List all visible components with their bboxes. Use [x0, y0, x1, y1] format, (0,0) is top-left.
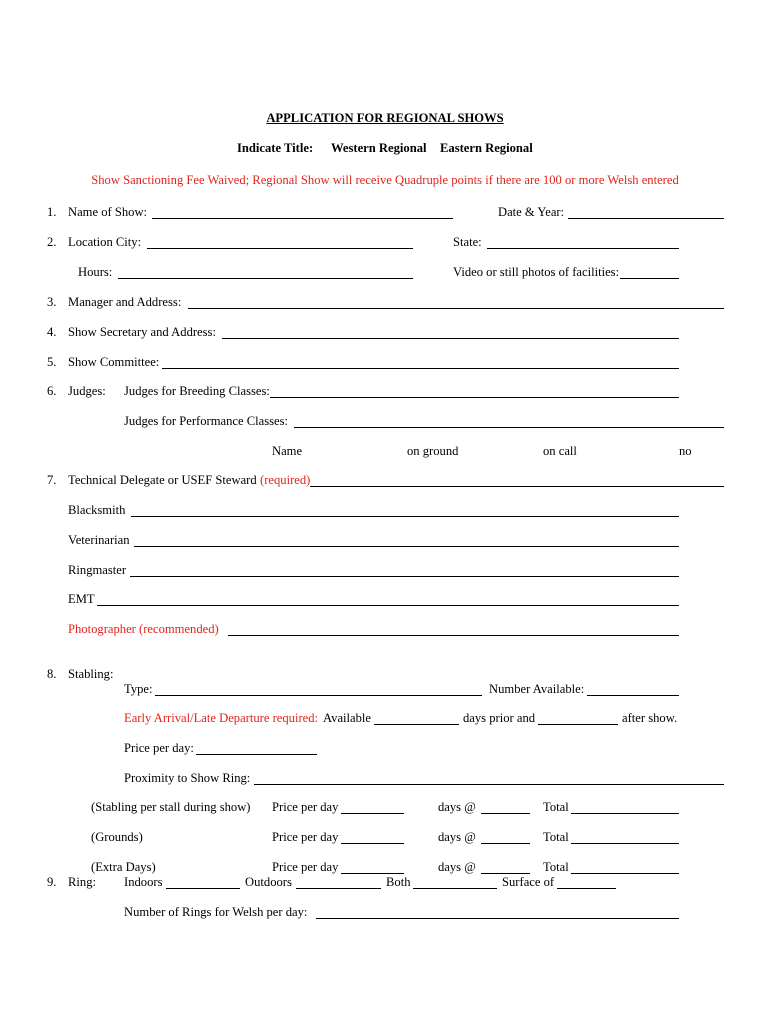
- ringmaster-field[interactable]: [130, 562, 679, 577]
- judges-label: Judges:: [68, 384, 106, 398]
- hours-field[interactable]: [118, 264, 413, 279]
- photographer-label: Photographer (recommended): [68, 622, 219, 636]
- number-available-field[interactable]: [587, 681, 679, 696]
- date-year-label: Date & Year:: [498, 205, 565, 219]
- number-available-label: Number Available:: [489, 682, 585, 696]
- facility-photos-field[interactable]: [620, 264, 679, 279]
- stabling-type-label: Type:: [124, 682, 153, 696]
- fee-waived-notice: Show Sanctioning Fee Waived; Regional Show will receive Quadruple points if there are 100 or more Welsh entered: [91, 173, 679, 187]
- manager-address-label: Manager and Address:: [68, 295, 182, 309]
- western-regional-option[interactable]: Western Regional: [331, 141, 427, 155]
- early-price-per-day-label: Price per day:: [124, 741, 194, 755]
- column-header-on-call: on call: [543, 444, 577, 458]
- days-at-label: days @: [438, 800, 476, 814]
- item-number: 7.: [47, 473, 57, 487]
- state-label: State:: [453, 235, 482, 249]
- name-of-show-label: Name of Show:: [68, 205, 148, 219]
- price-per-day-label: Price per day: [272, 830, 339, 844]
- technical-delegate-label: Technical Delegate or USEF Steward: [68, 473, 257, 487]
- item-number: 8.: [47, 667, 57, 681]
- state-field[interactable]: [487, 234, 679, 249]
- available-label: Available: [323, 711, 372, 725]
- stabling-type-field[interactable]: [155, 681, 482, 696]
- veterinarian-label: Veterinarian: [68, 533, 130, 547]
- item-number: 4.: [47, 325, 57, 339]
- surface-label: Surface of: [502, 875, 555, 889]
- price-per-day-label: Price per day: [272, 800, 339, 814]
- breeding-judges-label: Judges for Breeding Classes:: [124, 384, 270, 398]
- performance-judges-field[interactable]: [294, 413, 724, 428]
- grounds-fee-row-label: (Grounds): [91, 830, 143, 844]
- column-header-name: Name: [272, 444, 303, 458]
- ring-label: Ring:: [68, 875, 96, 889]
- after-show-label: after show.: [622, 711, 678, 725]
- surface-field[interactable]: [557, 874, 616, 889]
- facility-photos-label: Video or still photos of facilities:: [453, 265, 620, 279]
- outdoors-field[interactable]: [296, 874, 381, 889]
- stall-fee-row-label: (Stabling per stall during show): [91, 800, 251, 814]
- date-year-field[interactable]: [568, 204, 724, 219]
- eastern-regional-option[interactable]: Eastern Regional: [440, 141, 533, 155]
- grounds-days-field[interactable]: [481, 829, 530, 844]
- required-note: (required): [260, 473, 311, 487]
- stall-total-field[interactable]: [571, 799, 679, 814]
- blacksmith-label: Blacksmith: [68, 503, 126, 517]
- extra-days-total-field[interactable]: [571, 859, 679, 874]
- grounds-total-field[interactable]: [571, 829, 679, 844]
- indoors-label: Indoors: [124, 875, 163, 889]
- days-at-label: days @: [438, 860, 476, 874]
- show-committee-label: Show Committee:: [68, 355, 160, 369]
- column-header-on-ground: on ground: [407, 444, 459, 458]
- manager-address-field[interactable]: [188, 294, 724, 309]
- proximity-label: Proximity to Show Ring:: [124, 771, 251, 785]
- grounds-price-field[interactable]: [341, 829, 404, 844]
- early-price-per-day-field[interactable]: [196, 740, 317, 755]
- item-number: 1.: [47, 205, 57, 219]
- total-label: Total: [543, 800, 569, 814]
- total-label: Total: [543, 860, 569, 874]
- stall-days-field[interactable]: [481, 799, 530, 814]
- stall-price-field[interactable]: [341, 799, 404, 814]
- extra-days-price-field[interactable]: [341, 859, 404, 874]
- performance-judges-label: Judges for Performance Classes:: [124, 414, 289, 428]
- name-of-show-field[interactable]: [152, 204, 453, 219]
- ringmaster-label: Ringmaster: [68, 563, 127, 577]
- form-title: APPLICATION FOR REGIONAL SHOWS: [266, 111, 504, 125]
- location-city-field[interactable]: [147, 234, 413, 249]
- item-number: 9.: [47, 875, 57, 889]
- days-at-label: days @: [438, 830, 476, 844]
- item-number: 2.: [47, 235, 57, 249]
- item-number: 5.: [47, 355, 57, 369]
- blacksmith-field[interactable]: [131, 502, 679, 517]
- technical-delegate-field[interactable]: [310, 472, 724, 487]
- breeding-judges-field[interactable]: [270, 383, 679, 398]
- indicate-title-label: Indicate Title:: [237, 141, 314, 155]
- item-number: 6.: [47, 384, 57, 398]
- days-after-field[interactable]: [538, 710, 618, 725]
- days-prior-field[interactable]: [374, 710, 459, 725]
- indoors-field[interactable]: [166, 874, 240, 889]
- location-city-label: Location City:: [68, 235, 142, 249]
- show-secretary-field[interactable]: [222, 324, 679, 339]
- show-secretary-label: Show Secretary and Address:: [68, 325, 216, 339]
- total-label: Total: [543, 830, 569, 844]
- extra-days-days-field[interactable]: [481, 859, 530, 874]
- price-per-day-label: Price per day: [272, 860, 339, 874]
- stabling-label: Stabling:: [68, 667, 114, 681]
- item-number: 3.: [47, 295, 57, 309]
- both-label: Both: [386, 875, 411, 889]
- early-arrival-label: Early Arrival/Late Departure required:: [124, 711, 319, 725]
- veterinarian-field[interactable]: [134, 532, 679, 547]
- emt-field[interactable]: [97, 591, 679, 606]
- days-prior-label: days prior and: [463, 711, 536, 725]
- emt-label: EMT: [68, 592, 95, 606]
- show-committee-field[interactable]: [162, 354, 679, 369]
- outdoors-label: Outdoors: [245, 875, 292, 889]
- hours-label: Hours:: [78, 265, 113, 279]
- column-header-no: no: [679, 444, 692, 458]
- photographer-field[interactable]: [228, 621, 679, 636]
- rings-per-day-field[interactable]: [316, 904, 679, 919]
- extra-days-fee-row-label: (Extra Days): [91, 860, 156, 874]
- proximity-field[interactable]: [254, 770, 724, 785]
- rings-per-day-label: Number of Rings for Welsh per day:: [124, 905, 308, 919]
- both-field[interactable]: [413, 874, 497, 889]
